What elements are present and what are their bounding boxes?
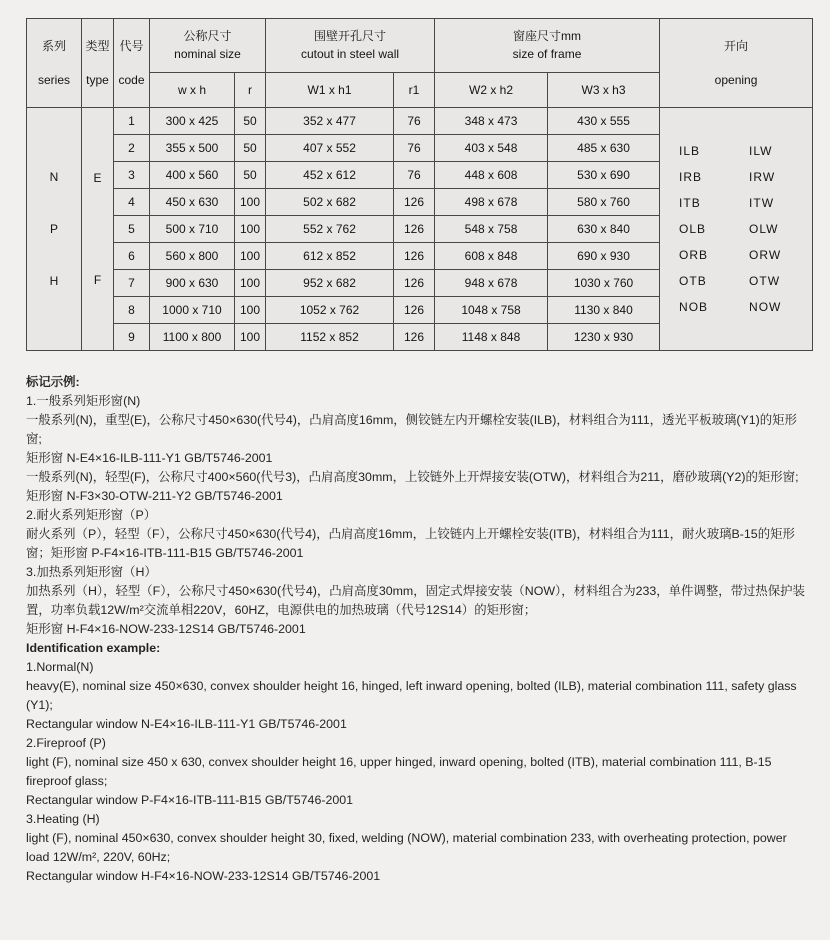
cell-w1xh1: 407 x 552: [266, 135, 394, 162]
notes-en-title: Identification example:: [26, 641, 161, 655]
opening-code-row: [662, 274, 810, 288]
cell-r: 100: [235, 189, 266, 216]
header-cutout-en: cutout in steel wall: [300, 46, 400, 61]
cell-wxh: 355 x 500: [150, 135, 235, 162]
header-nominal-size: [150, 19, 266, 73]
subheader-wxh: w x h: [150, 72, 235, 107]
cell-code: 1: [114, 108, 150, 135]
cell-w2xh2: 448 x 608: [435, 162, 548, 189]
cell-r: 50: [235, 108, 266, 135]
cell-r1: 126: [394, 243, 435, 270]
cell-wxh: 560 x 800: [150, 243, 235, 270]
subheader-r1: r1: [394, 72, 435, 107]
notes-zh-line: 矩形窗 N-E4×16-ILB-111-Y1 GB/T5746-2001: [26, 451, 273, 465]
cell-wxh: 900 x 630: [150, 270, 235, 297]
cell-w2xh2: 498 x 678: [435, 189, 548, 216]
cell-r1: 76: [394, 135, 435, 162]
header-code-en: code: [118, 72, 145, 87]
notes-en-line: 2.Fireproof (P): [26, 736, 106, 750]
notes-zh-line: 矩形窗 H-F4×16-NOW-233-12S14 GB/T5746-2001: [26, 622, 306, 636]
cell-w1xh1: 612 x 852: [266, 243, 394, 270]
notes-zh-line: 1.一般系列矩形窗(N): [26, 394, 141, 408]
notes-en-line: light (F), nominal 450×630, convex shoulder height 30, fixed, welding (NOW), material combination 233, with overheating protection, power load 12W/m², 220V, 60Hz;: [26, 831, 787, 864]
cell-w1xh1: 552 x 762: [266, 216, 394, 243]
notes-en-line: Rectangular window H-F4×16-NOW-233-12S14 GB/T5746-2001: [26, 869, 381, 883]
cell-wxh: 450 x 630: [150, 189, 235, 216]
cell-w3xh3: 630 x 840: [548, 216, 660, 243]
cell-code: 9: [114, 324, 150, 351]
header-series-zh: 系列: [41, 38, 66, 53]
table-row: [27, 108, 813, 135]
header-frame-en: size of frame: [512, 46, 582, 61]
header-nominal-en: nominal size: [174, 46, 241, 61]
notes-zh-line: 一般系列(N)，重型(E)，公称尺寸450×630(代号4)，凸肩高度16mm，侧铰链左内开螺栓安装(ILB)，材料组合为111，透光平板玻璃(Y1)的矩形窗;: [26, 413, 797, 446]
cell-r: 100: [235, 216, 266, 243]
notes-en-line: 3.Heating (H): [26, 812, 100, 826]
opening-code-row: [662, 196, 810, 210]
identification-notes: [26, 373, 810, 886]
cell-wxh: 1100 x 800: [150, 324, 235, 351]
window-spec-table: [26, 18, 813, 351]
notes-en-line: light (F), nominal size 450 x 630, convex shoulder height 16, upper hinged, inward opening, bolted (ITB), material combination 111, B-15 fireproof glass;: [26, 755, 772, 788]
cell-w3xh3: 1130 x 840: [548, 297, 660, 324]
series-cell: [27, 108, 82, 351]
notes-zh-line: 3.加热系列矩形窗（H）: [26, 565, 157, 579]
opening-code: ITB: [679, 196, 701, 210]
subheader-w1xh1: W1 x h1: [266, 72, 394, 107]
opening-code-row: [662, 300, 810, 314]
cell-w3xh3: 1030 x 760: [548, 270, 660, 297]
cell-wxh: 400 x 560: [150, 162, 235, 189]
cell-w1xh1: 352 x 477: [266, 108, 394, 135]
cell-r1: 76: [394, 162, 435, 189]
cell-r1: 126: [394, 270, 435, 297]
opening-code: ORB: [679, 248, 709, 262]
cell-r: 100: [235, 270, 266, 297]
opening-code: OLW: [749, 222, 779, 236]
series-p: P: [49, 222, 58, 236]
header-code: [114, 19, 150, 108]
notes-zh-line: 耐火系列（P），轻型（F），公称尺寸450×630(代号4)，凸肩高度16mm，上铰链内上开螺栓安装(ITB)，材料组合为111，耐火玻璃B-15的矩形窗；矩形窗 P-F4×16-ITB-111-B15 GB/T5746-2001: [26, 527, 795, 560]
opening-code-row: [662, 144, 810, 158]
header-series-en: series: [37, 72, 70, 87]
cell-w1xh1: 1052 x 762: [266, 297, 394, 324]
cell-r1: 126: [394, 324, 435, 351]
opening-code: ORW: [749, 248, 782, 262]
series-h: H: [49, 274, 59, 288]
opening-code-row: [662, 170, 810, 184]
cell-r1: 76: [394, 108, 435, 135]
header-type: [82, 19, 114, 108]
opening-code: ITW: [749, 196, 775, 210]
subheader-w2xh2: W2 x h2: [435, 72, 548, 107]
notes-zh-line: 加热系列（H），轻型（F），公称尺寸450×630(代号4)，凸肩高度30mm，固定式焊接安装（NOW），材料组合为233，单件调整，带过热保护装置，功率负载12W/m²交流单相220V，60HZ，电源供电的加热玻璃（代号12S14）的矩形窗；: [26, 584, 805, 617]
opening-code: OLB: [679, 222, 707, 236]
header-type-zh: 类型: [85, 38, 110, 53]
cell-r: 50: [235, 135, 266, 162]
opening-code: IRW: [749, 170, 776, 184]
cell-r: 50: [235, 162, 266, 189]
header-series: [27, 19, 82, 108]
cell-wxh: 500 x 710: [150, 216, 235, 243]
cell-w2xh2: 348 x 473: [435, 108, 548, 135]
opening-codes-cell: [660, 108, 813, 351]
subheader-w3xh3: W3 x h3: [548, 72, 660, 107]
type-e: E: [93, 171, 102, 185]
header-code-zh: 代号: [119, 38, 144, 53]
opening-code: OTW: [749, 274, 781, 288]
cell-w1xh1: 952 x 682: [266, 270, 394, 297]
cell-w1xh1: 502 x 682: [266, 189, 394, 216]
notes-en-line: Rectangular window N-E4×16-ILB-111-Y1 GB/T5746-2001: [26, 717, 347, 731]
notes-en-line: heavy(E), nominal size 450×630, convex shoulder height 16, hinged, left inward opening, bolted (ILB), material combination 111, safety glass (Y1);: [26, 679, 797, 712]
header-frame-zh: 窗座尺寸mm: [513, 28, 582, 43]
cell-code: 5: [114, 216, 150, 243]
header-cutout: [266, 19, 435, 73]
cell-wxh: 300 x 425: [150, 108, 235, 135]
cell-w3xh3: 530 x 690: [548, 162, 660, 189]
series-n: N: [49, 170, 59, 184]
type-cell: [82, 108, 114, 351]
opening-code: NOW: [749, 300, 782, 314]
cell-code: 6: [114, 243, 150, 270]
opening-code-row: [662, 222, 810, 236]
cell-w3xh3: 690 x 930: [548, 243, 660, 270]
cell-w2xh2: 608 x 848: [435, 243, 548, 270]
notes-zh-line: 一般系列(N)，轻型(F)，公称尺寸400×560(代号3)，凸肩高度30mm，上铰链外上开焊接安装(OTW)，材料组合为211，磨砂玻璃(Y2)的矩形窗;: [26, 470, 799, 484]
cell-r1: 126: [394, 297, 435, 324]
cell-r1: 126: [394, 189, 435, 216]
header-nominal-zh: 公称尺寸: [183, 28, 232, 43]
cell-w3xh3: 1230 x 930: [548, 324, 660, 351]
header-opening: [660, 19, 813, 108]
opening-code: NOB: [679, 300, 709, 314]
opening-code: ILB: [679, 144, 701, 158]
notes-zh-line: 2.耐火系列矩形窗（P）: [26, 508, 157, 522]
cell-w1xh1: 1152 x 852: [266, 324, 394, 351]
header-cutout-zh: 围壁开孔尺寸: [314, 28, 387, 43]
cell-w3xh3: 485 x 630: [548, 135, 660, 162]
type-f: F: [93, 273, 102, 287]
cell-r: 100: [235, 243, 266, 270]
cell-code: 7: [114, 270, 150, 297]
opening-code-row: [662, 248, 810, 262]
notes-en-line: 1.Normal(N): [26, 660, 94, 674]
cell-code: 8: [114, 297, 150, 324]
cell-wxh: 1000 x 710: [150, 297, 235, 324]
cell-w1xh1: 452 x 612: [266, 162, 394, 189]
header-opening-zh: 开向: [724, 38, 749, 53]
cell-r1: 126: [394, 216, 435, 243]
notes-zh-title: 标记示例:: [26, 375, 80, 389]
cell-code: 2: [114, 135, 150, 162]
cell-r: 100: [235, 297, 266, 324]
cell-code: 3: [114, 162, 150, 189]
cell-code: 4: [114, 189, 150, 216]
cell-w2xh2: 948 x 678: [435, 270, 548, 297]
cell-r: 100: [235, 324, 266, 351]
header-opening-en: opening: [714, 72, 758, 87]
opening-code: OTB: [679, 274, 707, 288]
cell-w2xh2: 403 x 548: [435, 135, 548, 162]
cell-w3xh3: 580 x 760: [548, 189, 660, 216]
opening-code: ILW: [749, 144, 773, 158]
cell-w2xh2: 1148 x 848: [435, 324, 548, 351]
cell-w2xh2: 1048 x 758: [435, 297, 548, 324]
notes-zh-line: 矩形窗 N-F3×30-OTW-211-Y2 GB/T5746-2001: [26, 489, 283, 503]
subheader-r: r: [235, 72, 266, 107]
cell-w3xh3: 430 x 555: [548, 108, 660, 135]
notes-en-line: Rectangular window P-F4×16-ITB-111-B15 GB/T5746-2001: [26, 793, 354, 807]
cell-w2xh2: 548 x 758: [435, 216, 548, 243]
opening-code: IRB: [679, 170, 703, 184]
header-type-en: type: [86, 72, 109, 87]
header-frame-size: [435, 19, 660, 73]
